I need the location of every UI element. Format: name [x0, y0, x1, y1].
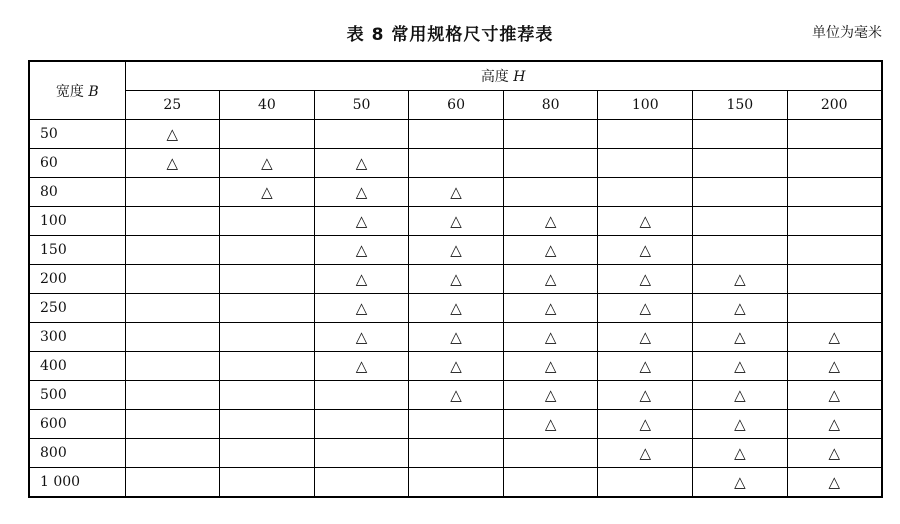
triangle-mark-icon: △: [639, 328, 652, 346]
recommendation-cell: [220, 323, 315, 352]
triangle-mark-icon: △: [639, 212, 652, 230]
unit-note: 单位为毫米: [812, 25, 882, 41]
triangle-mark-icon: △: [734, 299, 746, 317]
recommendation-cell: [220, 294, 315, 323]
table-row: [29, 439, 882, 468]
height-value-header: 40: [220, 91, 315, 120]
table-body: [29, 120, 882, 498]
recommendation-cell: [314, 381, 409, 410]
triangle-mark-icon: △: [355, 299, 368, 317]
recommendation-cell: [125, 265, 220, 294]
recommendation-cell: [409, 468, 504, 498]
recommendation-cell: [787, 323, 882, 352]
height-value-header: 60: [409, 91, 504, 120]
recommendation-cell: [598, 352, 693, 381]
recommendation-cell: [787, 294, 882, 323]
recommendation-cell: [598, 149, 693, 178]
recommendation-cell: [787, 410, 882, 439]
triangle-mark-icon: △: [355, 357, 368, 375]
triangle-mark-icon: △: [828, 328, 840, 346]
table-row: [29, 352, 882, 381]
recommendation-cell: [503, 381, 598, 410]
table-row: [29, 410, 882, 439]
recommendation-cell: [693, 120, 788, 149]
triangle-mark-icon: △: [544, 328, 557, 346]
width-header-label: 宽度: [55, 83, 84, 100]
recommendation-cell: [409, 381, 504, 410]
triangle-mark-icon: △: [828, 473, 840, 491]
recommendation-cell: [314, 468, 409, 498]
recommendation-cell: [314, 352, 409, 381]
triangle-mark-icon: △: [450, 212, 462, 230]
recommendation-cell: [220, 352, 315, 381]
recommendation-cell: [693, 178, 788, 207]
recommendation-cell: [787, 149, 882, 178]
width-value-cell: 600: [29, 410, 125, 439]
recommendation-cell: [693, 352, 788, 381]
triangle-mark-icon: △: [166, 125, 179, 143]
triangle-mark-icon: △: [355, 241, 368, 259]
recommendation-cell: [409, 178, 504, 207]
height-header-label: 高度: [480, 69, 509, 85]
recommendation-cell: [314, 178, 409, 207]
recommendation-cell: [503, 178, 598, 207]
recommendation-cell: [409, 323, 504, 352]
recommendation-cell: [787, 236, 882, 265]
triangle-mark-icon: △: [450, 386, 462, 404]
recommendation-cell: [125, 236, 220, 265]
triangle-mark-icon: △: [261, 154, 273, 172]
width-value-cell: 50: [29, 120, 125, 149]
recommendation-cell: [598, 265, 693, 294]
width-value-cell: 250: [29, 294, 125, 323]
table-title: 表 8 常用规格尺寸推荐表: [346, 25, 554, 45]
triangle-mark-icon: △: [544, 357, 557, 375]
recommendation-cell: [409, 410, 504, 439]
width-value-cell: 100: [29, 207, 125, 236]
recommendation-cell: [598, 207, 693, 236]
triangle-mark-icon: △: [355, 270, 368, 288]
triangle-mark-icon: △: [734, 270, 746, 288]
triangle-mark-icon: △: [828, 386, 840, 404]
recommendation-cell: [125, 381, 220, 410]
table-row: [29, 468, 882, 498]
width-value-cell: 500: [29, 381, 125, 410]
width-value-cell: 300: [29, 323, 125, 352]
height-value-header: 200: [787, 91, 882, 120]
recommendation-cell: [787, 207, 882, 236]
recommendation-cell: [693, 236, 788, 265]
recommendation-cell: [409, 149, 504, 178]
recommendation-cell: [220, 439, 315, 468]
recommendation-cell: [693, 149, 788, 178]
recommendation-cell: [503, 439, 598, 468]
recommendation-cell: [125, 120, 220, 149]
recommendation-cell: [598, 294, 693, 323]
width-column-header: [29, 61, 125, 120]
recommendation-cell: [125, 410, 220, 439]
triangle-mark-icon: △: [544, 212, 557, 230]
triangle-mark-icon: △: [639, 444, 652, 462]
recommendation-cell: [220, 178, 315, 207]
table-row: [29, 265, 882, 294]
recommendation-cell: [220, 468, 315, 498]
triangle-mark-icon: △: [450, 328, 462, 346]
triangle-mark-icon: △: [734, 328, 746, 346]
triangle-mark-icon: △: [828, 444, 840, 462]
recommendation-cell: [787, 468, 882, 498]
recommendation-cell: [598, 178, 693, 207]
recommendation-cell: [314, 207, 409, 236]
recommendation-cell: [314, 294, 409, 323]
recommendation-cell: [787, 352, 882, 381]
recommendation-cell: [125, 468, 220, 498]
recommendation-cell: [693, 207, 788, 236]
recommendation-cell: [409, 236, 504, 265]
recommendation-cell: [314, 149, 409, 178]
recommendation-cell: [409, 352, 504, 381]
height-value-header: 80: [503, 91, 598, 120]
recommendation-cell: [220, 207, 315, 236]
recommendation-cell: [693, 294, 788, 323]
height-header-symbol: H: [513, 69, 526, 85]
recommendation-cell: [125, 439, 220, 468]
triangle-mark-icon: △: [639, 357, 652, 375]
table-row: [29, 294, 882, 323]
recommendation-cell: [125, 149, 220, 178]
recommendation-cell: [503, 265, 598, 294]
recommendation-cell: [314, 265, 409, 294]
table-row: [29, 236, 882, 265]
table-row: [29, 323, 882, 352]
triangle-mark-icon: △: [355, 183, 368, 201]
recommendation-cell: [598, 381, 693, 410]
recommendation-cell: [125, 323, 220, 352]
recommendation-cell: [693, 323, 788, 352]
recommendation-cell: [787, 120, 882, 149]
triangle-mark-icon: △: [639, 415, 652, 433]
recommendation-cell: [220, 236, 315, 265]
recommendation-cell: [409, 265, 504, 294]
recommendation-cell: [598, 323, 693, 352]
recommendation-cell: [598, 120, 693, 149]
recommendation-cell: [314, 410, 409, 439]
recommendation-cell: [693, 410, 788, 439]
triangle-mark-icon: △: [639, 386, 652, 404]
triangle-mark-icon: △: [450, 183, 462, 201]
triangle-mark-icon: △: [734, 386, 746, 404]
recommendation-cell: [125, 294, 220, 323]
recommendation-cell: [787, 381, 882, 410]
recommendation-cell: [125, 207, 220, 236]
recommendation-cell: [220, 410, 315, 439]
triangle-mark-icon: △: [639, 299, 652, 317]
recommendation-cell: [503, 468, 598, 498]
recommendation-cell: [787, 178, 882, 207]
recommendation-cell: [503, 149, 598, 178]
recommendation-cell: [314, 439, 409, 468]
width-value-cell: 800: [29, 439, 125, 468]
triangle-mark-icon: △: [544, 415, 557, 433]
recommendation-cell: [220, 149, 315, 178]
recommendation-cell: [503, 236, 598, 265]
recommendation-cell: [220, 120, 315, 149]
recommendation-cell: [787, 265, 882, 294]
triangle-mark-icon: △: [544, 386, 557, 404]
recommendation-cell: [787, 439, 882, 468]
recommendation-cell: [409, 294, 504, 323]
recommendation-cell: [503, 207, 598, 236]
height-value-header: 25: [125, 91, 220, 120]
recommendation-cell: [598, 410, 693, 439]
size-spec-table: [28, 60, 883, 498]
table-row: [29, 381, 882, 410]
triangle-mark-icon: △: [734, 415, 746, 433]
recommendation-cell: [503, 323, 598, 352]
triangle-mark-icon: △: [828, 415, 840, 433]
height-value-header: 150: [693, 91, 788, 120]
recommendation-cell: [503, 294, 598, 323]
recommendation-cell: [125, 352, 220, 381]
height-value-header: 100: [598, 91, 693, 120]
recommendation-cell: [314, 236, 409, 265]
triangle-mark-icon: △: [544, 241, 557, 259]
recommendation-cell: [314, 120, 409, 149]
width-value-cell: 200: [29, 265, 125, 294]
triangle-mark-icon: △: [828, 357, 840, 375]
triangle-mark-icon: △: [639, 270, 652, 288]
triangle-mark-icon: △: [734, 444, 746, 462]
triangle-mark-icon: △: [450, 241, 462, 259]
table-row: [29, 207, 882, 236]
triangle-mark-icon: △: [734, 473, 746, 491]
height-value-header: 50: [314, 91, 409, 120]
triangle-mark-icon: △: [639, 241, 652, 259]
triangle-mark-icon: △: [450, 270, 462, 288]
recommendation-cell: [220, 381, 315, 410]
width-value-cell: 1 000: [29, 468, 125, 498]
width-value-cell: 60: [29, 149, 125, 178]
triangle-mark-icon: △: [355, 328, 368, 346]
triangle-mark-icon: △: [355, 154, 368, 172]
width-header-symbol: B: [88, 83, 99, 100]
triangle-mark-icon: △: [261, 183, 273, 201]
recommendation-cell: [598, 468, 693, 498]
triangle-mark-icon: △: [450, 357, 462, 375]
recommendation-cell: [314, 323, 409, 352]
triangle-mark-icon: △: [734, 357, 746, 375]
width-value-cell: 150: [29, 236, 125, 265]
recommendation-cell: [220, 265, 315, 294]
height-values-row: [29, 91, 882, 120]
recommendation-cell: [125, 178, 220, 207]
table-row: [29, 178, 882, 207]
triangle-mark-icon: △: [544, 270, 557, 288]
recommendation-cell: [503, 410, 598, 439]
width-value-cell: 400: [29, 352, 125, 381]
recommendation-cell: [598, 439, 693, 468]
recommendation-cell: [503, 352, 598, 381]
triangle-mark-icon: △: [544, 299, 557, 317]
triangle-mark-icon: △: [355, 212, 368, 230]
recommendation-cell: [409, 207, 504, 236]
triangle-mark-icon: △: [450, 299, 462, 317]
recommendation-cell: [598, 236, 693, 265]
table-row: [29, 120, 882, 149]
height-group-header: [125, 61, 882, 91]
recommendation-cell: [693, 439, 788, 468]
recommendation-cell: [409, 120, 504, 149]
recommendation-cell: [693, 265, 788, 294]
recommendation-cell: [409, 439, 504, 468]
recommendation-cell: [693, 381, 788, 410]
table-row: [29, 149, 882, 178]
width-value-cell: 80: [29, 178, 125, 207]
recommendation-cell: [693, 468, 788, 498]
triangle-mark-icon: △: [166, 154, 179, 172]
recommendation-cell: [503, 120, 598, 149]
